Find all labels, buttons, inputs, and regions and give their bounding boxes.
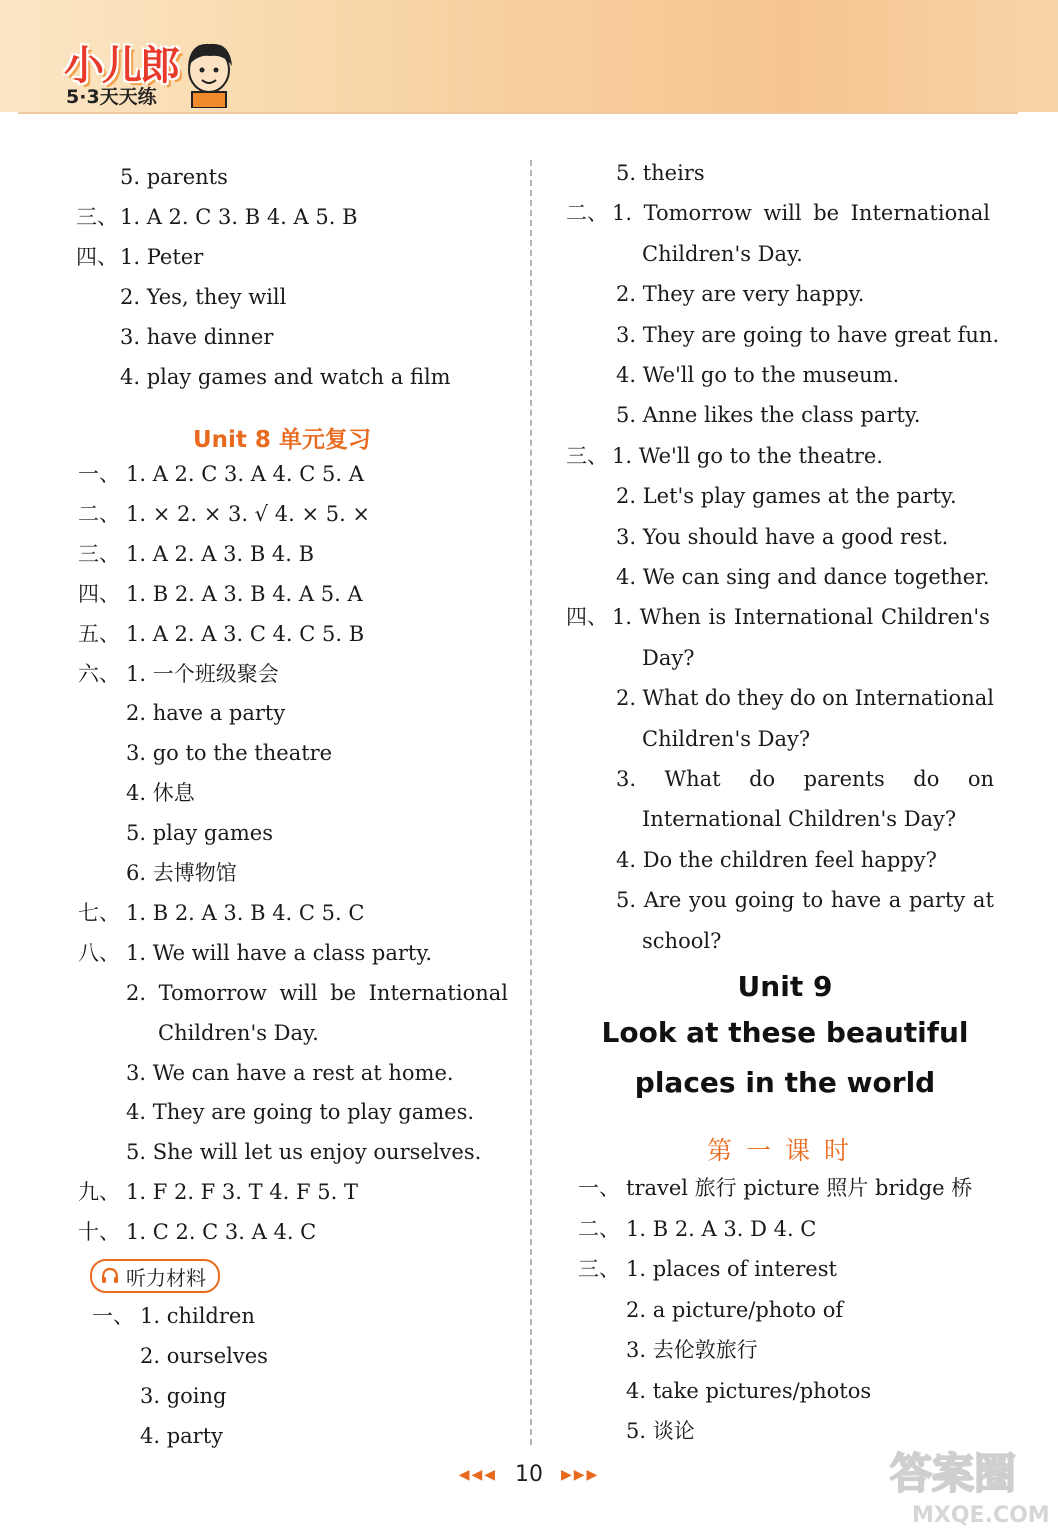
answer-line: 5. She will let us enjoy ourselves. [126,1140,482,1165]
answer-line [616,890,994,911]
section-label: 三、 [566,443,608,468]
word: parents [803,767,885,791]
answer-line: 4. take pictures/photos [626,1378,872,1403]
section-label: 三、 [76,205,118,229]
answer-line: 1. C 2. C 3. A 4. C [126,1220,317,1245]
word: International [854,686,994,711]
answer-line: 3. They are going to have great fun. [616,322,1000,347]
section-label: 四、 [76,245,118,269]
answer-line: 3. 去伦敦旅行 [626,1338,758,1362]
answer-line: 1. A 2. C 3. A 4. C 5. A [126,462,364,486]
word: on [822,686,849,711]
answer-line: 5. 谈论 [626,1419,695,1443]
section-label: 十、 [78,1220,120,1245]
lesson-one-heading: 第一课时 [706,1136,863,1165]
section-label: 三、 [78,541,120,566]
brand-subtitle: 5·3天天练 [66,86,157,108]
answer-line: school? [642,928,722,953]
word: at [972,888,994,913]
word: 2. [616,686,637,711]
left-arrows-icon: ◀◀◀ [458,1466,497,1483]
word: on [967,767,994,791]
answer-line: Day? [642,645,695,670]
word: you [688,888,728,913]
word: What [642,686,699,711]
word: 5. [616,888,637,913]
header-rule [18,112,1018,114]
svg-text:MXQE.COM: MXQE.COM [912,1503,1050,1528]
word: do [749,767,776,791]
answer-line: 5. play games [126,821,274,846]
word: Children's [880,605,990,630]
word: is [708,605,727,630]
answer-line: 2. a picture/photo of [626,1297,844,1322]
watermark-logo [882,1438,1052,1530]
unit9-title-line2: Look at these beautiful [601,1016,969,1049]
section-label: 二、 [566,201,608,226]
answer-line: 6. 去博物馆 [126,861,237,885]
answer-line: International Children's Day? [642,807,957,832]
section-label: 六、 [78,661,120,686]
answer-line [616,688,994,709]
answer-line: 2. Let's play games at the party. [616,484,957,509]
answer-line: 2. have a party [126,701,286,726]
word: a [888,888,902,913]
answer-line: travel 旅行 picture 照片 bridge 桥 [626,1176,973,1200]
section-label: 四、 [566,605,608,630]
word: going [734,888,795,913]
answer-line: 3. going [140,1384,227,1408]
word: will [279,980,318,1005]
answer-line: 5. theirs [616,161,705,185]
answer-line: 2. ourselves [140,1344,268,1368]
word: party [908,888,966,913]
answer-line: 1. Peter [120,245,204,269]
answer-line [126,980,508,1005]
answer-line: 1. We'll go to the theatre. [612,443,883,468]
answer-line: 1. B 2. A 3. B 4. A 5. A [126,581,363,606]
answer-line: 3. You should have a good rest. [616,524,949,549]
answer-line [616,769,994,790]
answer-line: Children's Day. [158,1020,319,1045]
answer-line: 3. We can have a rest at home. [126,1060,454,1085]
word: do [789,686,816,711]
brand-logo: 小儿郎 [64,43,178,89]
word: Are [643,888,682,913]
word: they [737,686,784,711]
word: Tomorrow [158,980,267,1005]
headphones-icon [100,1266,120,1286]
answer-line: 3. go to the theatre [126,741,333,766]
word: 1. [612,201,633,226]
word: What [664,767,721,791]
answer-line: 4. We'll go to the museum. [616,363,900,387]
section-label: 一、 [578,1176,620,1200]
answer-line: 1. A 2. C 3. B 4. A 5. B [120,205,358,229]
section-label: 八、 [78,940,120,965]
word: International [850,201,990,226]
section-label: 二、 [578,1216,620,1241]
page-number: 10 [515,1462,543,1487]
word: Tomorrow [643,201,752,226]
answer-line: 2. They are very happy. [616,282,865,307]
word: do [704,686,731,711]
unit9-title-line1: Unit 9 [737,970,833,1003]
answer-line: 4. party [140,1424,224,1448]
word: 3. [616,767,637,791]
answer-line: 1. F 2. F 3. T 4. F 5. T [126,1180,358,1205]
word: do [913,767,940,791]
answer-line: 5. parents [120,165,228,189]
word: be [813,201,840,226]
answer-line: 1. 一个班级聚会 [126,661,279,686]
section-label: 一、 [78,462,120,486]
answer-line [612,203,990,224]
word: International [368,980,508,1005]
answer-line: 4. Do the children feel happy? [616,847,937,872]
section-label: 二、 [78,501,120,526]
answer-line: 1. children [140,1304,255,1328]
word: 1. [612,605,633,630]
word: will [763,201,802,226]
answer-line: Children's Day? [642,726,811,751]
column-divider [530,160,532,1445]
section-label: 九、 [78,1180,120,1205]
unit8-review-heading: Unit 8 单元复习 [193,427,371,453]
section-label: 五、 [78,621,120,646]
answer-line: 1. We will have a class party. [126,940,433,965]
word: When [639,605,701,630]
answer-line: 2. Yes, they will [120,285,287,309]
word: be [330,980,357,1005]
svg-text:答案圈: 答案圈 [890,1449,1017,1498]
section-label: 七、 [78,900,120,925]
answer-line: 1. × 2. × 3. √ 4. × 5. × [126,501,371,526]
mascot-boy-icon [180,36,238,108]
word: 2. [126,980,147,1005]
answer-line: 4. play games and watch a film [120,365,451,389]
answer-line: 5. Anne likes the class party. [616,403,921,428]
answer-line: Children's Day. [642,241,803,266]
unit9-title-line3: places in the world [634,1066,936,1099]
answer-line: 4. They are going to play games. [126,1100,475,1125]
section-label: 四、 [78,581,120,606]
answer-line: 1. B 2. A 3. D 4. C [626,1216,817,1241]
answer-line [612,607,990,628]
answer-line: 4. We can sing and dance together. [616,565,990,589]
listening-material-label: 听力材料 [126,1265,206,1290]
listening-material-tag [90,1259,220,1293]
answer-line: 1. B 2. A 3. B 4. C 5. C [126,900,365,925]
answer-line: 4. 休息 [126,781,195,806]
answer-line: 3. have dinner [120,325,274,349]
answer-line: 1. places of interest [626,1257,837,1281]
answer-line: 1. A 2. A 3. C 4. C 5. B [126,621,365,646]
section-label: 三、 [578,1257,620,1281]
word: to [802,888,824,913]
right-arrows-icon: ▶▶▶ [561,1466,600,1483]
word: International [733,605,874,630]
word: have [830,888,882,913]
section-label: 一、 [92,1304,134,1328]
answer-line: 1. A 2. A 3. B 4. B [126,541,315,566]
